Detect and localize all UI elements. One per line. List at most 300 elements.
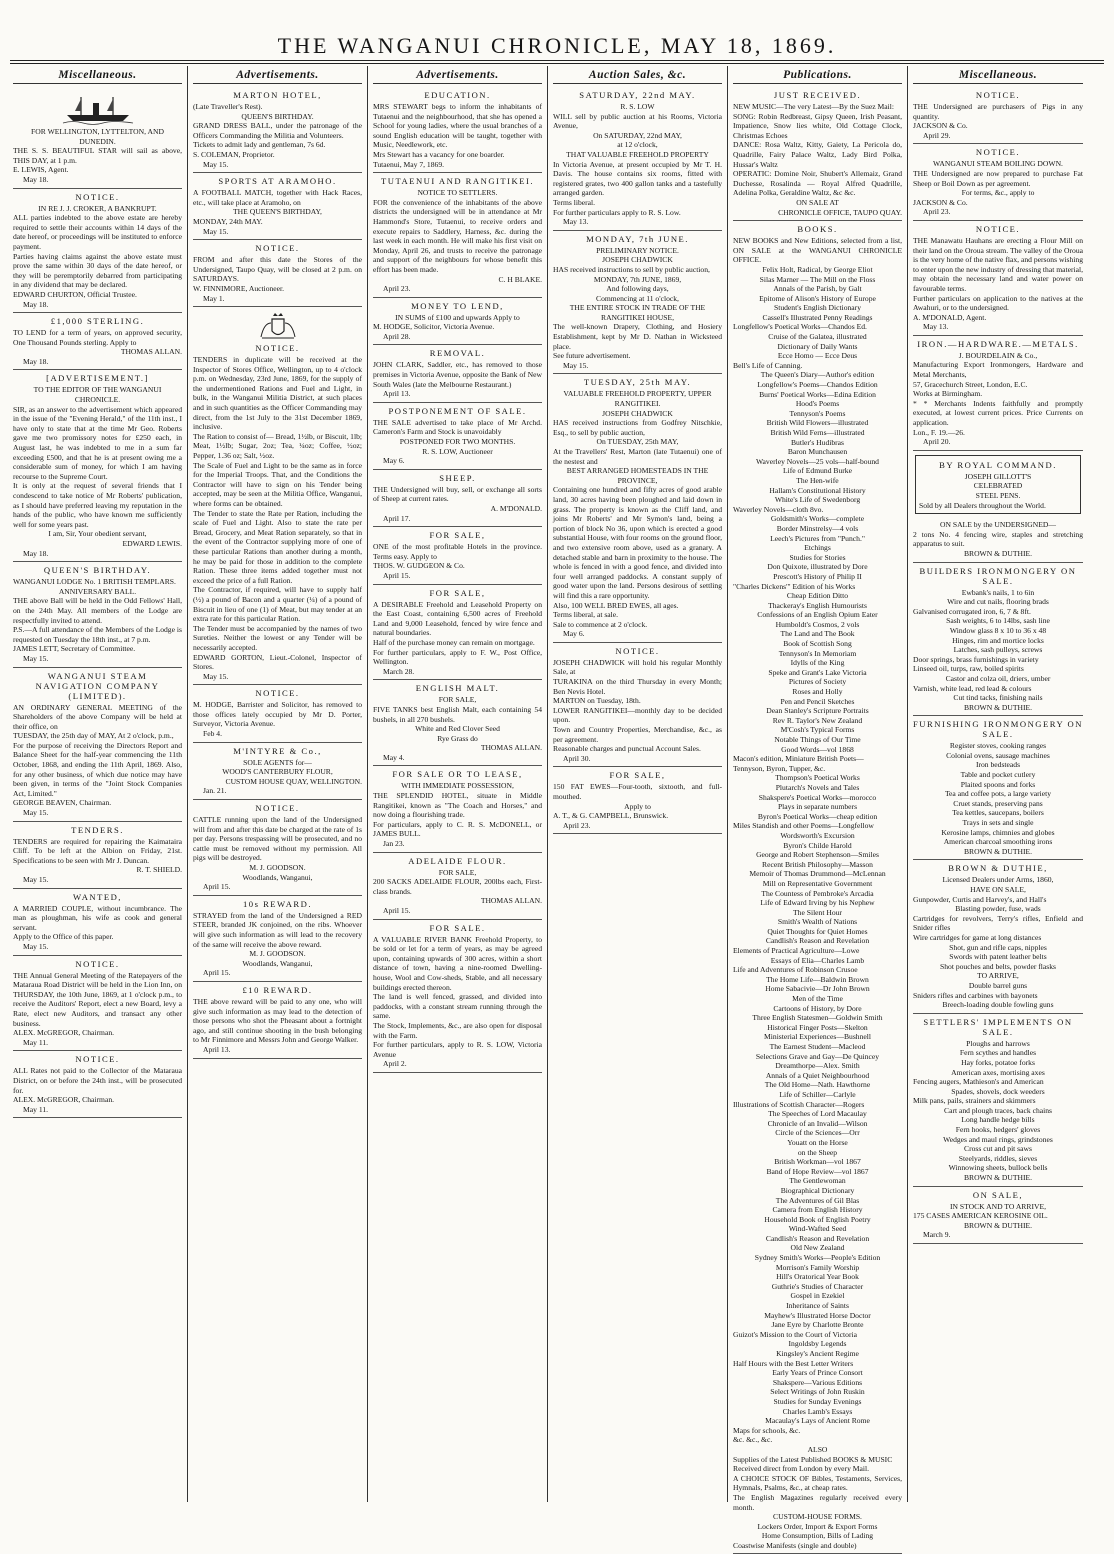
ad-text: A. M'DONALD, Agent. (913, 312, 987, 322)
ad-date: April 23. (383, 284, 411, 294)
column-2 (188, 66, 368, 1502)
ad-text: Hinges, rim and mortice locks (952, 635, 1044, 645)
ad-text: Life of Edmund Burke (783, 466, 852, 476)
ad-title: BOOKS. (797, 224, 838, 235)
ad-text: EDWARD LEWIS. (122, 538, 182, 548)
ad-text: ONE of the most profitable Hotels in the province. Terms easy. Apply to (373, 542, 542, 561)
ad-text: BEST ARRANGED HOMESTEADS IN THE PROVINCE, (566, 466, 709, 485)
ad-text: SOLE AGENTS for— (243, 757, 312, 767)
advertisement (13, 562, 182, 667)
ad-text: And following days, (606, 284, 669, 294)
ad-text: Idylls of the King (790, 658, 845, 668)
ad-text: TO THE EDITOR OF THE WANGANUI CHRONICLE. (33, 385, 162, 405)
ad-date: May 18. (23, 548, 49, 558)
ad-title: BY ROYAL COMMAND. (939, 459, 1057, 470)
ad-text: R. T. SHIELD. (136, 865, 182, 875)
ad-text: Window glass 8 x 10 to 36 x 48 (949, 625, 1047, 635)
ad-text: Selections Grave and Gay—De Quincey (755, 1051, 880, 1061)
ad-title: FURNISHING IRONMONGERY ON SALE. (913, 719, 1083, 740)
ad-text: Wordsworth's Excursion (780, 830, 855, 840)
ad-title: NOTICE. (975, 147, 1021, 158)
steamship-icon (63, 93, 133, 125)
ad-title: TENDERS. (71, 824, 124, 835)
ad-text: Hood's Poems (795, 399, 840, 409)
ad-text: Historical Finger Posts—Skelton (767, 1022, 868, 1032)
ad-text: The land is well fenced, grassed, and divided into paddocks, with a constant stream running through the same. (373, 992, 542, 1021)
ad-text: PRELIMINARY NOTICE. (596, 245, 679, 255)
ad-title: SETTLERS' IMPLEMENTS ON SALE. (923, 1016, 1073, 1037)
ad-text: Table and pocket cutlery (960, 770, 1036, 780)
ad-date: May 15. (23, 875, 49, 884)
ad-text: I am, Sir, Your obedient servant, (48, 529, 147, 539)
ad-date: May 15. (203, 226, 229, 236)
ad-text: THE S. S. BEAUTIFUL STAR will sail as above, THIS DAY, at 1 p.m. (13, 146, 182, 165)
ad-text: BROWN & DUTHIE. (963, 1220, 1033, 1230)
ad-text: ALEX. McGREGOR, Chairman. (13, 1028, 115, 1038)
ad-date: May 18. (23, 356, 49, 366)
advertisement (373, 527, 542, 584)
ad-text: Leech's Pictures from "Punch." (770, 533, 865, 543)
ad-text: CUSTOM HOUSE QUAY, WELLINGTON. (225, 776, 362, 786)
ad-text: Waverley Novels—cloth 8vo. (733, 504, 824, 514)
ad-text: Good Words—vol 1868 (781, 744, 854, 754)
ad-text: A FOOTBALL MATCH, together with Hack Races, etc., will take place at Aramoho, on (193, 188, 362, 207)
ad-date: April 15. (203, 882, 231, 892)
ad-text: BROWN & DUTHIE. (963, 1173, 1033, 1183)
ad-date: May 15. (23, 653, 49, 663)
ad-text: Silas Marner — The Mill on the Floss (759, 274, 876, 284)
ad-text: QUEEN'S BIRTHDAY. (241, 111, 314, 121)
ad-text: Felix Holt, Radical, by George Eliot (762, 264, 873, 274)
ad-text: FOR SALE, (438, 867, 477, 877)
ad-text: Galvanised corrugated iron, 6, 7 & 8ft. (913, 606, 1031, 616)
ad-text: Sale to commence at 2 o'clock. (553, 619, 648, 629)
ad-title: JUST RECEIVED. (773, 90, 862, 100)
ad-date: April 13. (383, 389, 411, 399)
ad-text: Household Book of English Poetry (764, 1214, 871, 1224)
ad-text: THOMAS ALLAN. (480, 743, 542, 753)
ad-text: The Queen's Diary—Author's edition (760, 370, 875, 380)
ad-text: Prescott's History of Philip II (773, 571, 862, 581)
ad-text: Breech-loading double fowling guns (942, 1000, 1054, 1010)
ad-text: Dreamthorpe—Alex. Smith (775, 1061, 860, 1071)
ad-text: HAVE ON SALE, (970, 885, 1026, 894)
ad-text: S. COLEMAN, Proprietor. (193, 149, 275, 159)
ad-text: THE ENTIRE STOCK IN TRADE OF THE RANGITIKEI HOUSE, (569, 303, 706, 322)
ad-text: Baron Munchausen (787, 447, 848, 457)
ad-text: 150 FAT EWES—Four-tooth, sixtooth, and full-mouthed. (553, 782, 722, 801)
ad-date: April 20. (923, 437, 951, 447)
ad-title: 10s REWARD. (242, 898, 313, 909)
ad-text: IN RE J. J. CROKER, A BANKRUPT. (38, 203, 157, 213)
advertisement (373, 766, 542, 852)
ad-text: Wire and cut nails, flooring brads (947, 597, 1049, 607)
ad-text: CHRONICLE OFFICE, TAUPO QUAY. (778, 207, 902, 217)
ad-title: NOTICE. (75, 191, 120, 202)
ad-text: M. HODGE, Barrister and Solicitor, has removed to those offices lately occupied by Mr D. Porter, Surveyor, Victoria Avenue. (193, 700, 362, 729)
ad-date: April 29. (923, 130, 951, 140)
advertisement (553, 374, 722, 642)
ad-text: Men of the Time (792, 994, 843, 1004)
column-5 (728, 66, 908, 1550)
ad-text: CELEBRATED (973, 481, 1023, 491)
ad-text: Apply to (624, 801, 651, 811)
ad-text: Dictionary of Daily Wants (777, 341, 858, 351)
ad-text: JOHN CLARK, Saddler, etc., has removed to those premises in Victoria Avenue, opposite the Bank of New South Wales (late the Melbourne Restaurant.) (373, 360, 542, 389)
ad-text: Miles Standish and other Poems—Longfellow (733, 821, 874, 831)
ad-date: May 15. (563, 360, 589, 370)
ad-title: TUESDAY, 25th MAY. (583, 377, 692, 388)
column-heading: Publications. (733, 66, 902, 84)
ad-text: Licensed Dealers under Arms, 1860, (942, 875, 1054, 885)
ad-text: Three English Statesmen—Goldwin Smith (752, 1013, 883, 1023)
advertisement (733, 221, 902, 1554)
ad-text: FIVE TANKS best English Malt, each containing 54 bushels, in all 270 bushels. (373, 704, 542, 724)
ad-text: In Victoria Avenue, at present occupied by Mr T. H. Davis. The house contains six rooms, fitted with registered grates, two 400 gallon tanks and a tastefully arranged garden. (553, 159, 722, 198)
ad-text: Cruise of the Galatea, illustrated (768, 332, 867, 342)
ad-text: Ploughs and harrows (966, 1038, 1030, 1048)
column-heading: Auction Sales, &c. (553, 66, 722, 84)
ad-text: Reasonable charges and punctual Account Sales. (553, 744, 701, 754)
advertisement (193, 982, 362, 1059)
ad-date: May 13. (563, 217, 589, 227)
ad-text: Castor and colza oil, driers, umber (945, 673, 1051, 683)
ad-text: Further particulars on application to the natives at the Awahuri, or to the undersigned. (913, 293, 1083, 313)
ad-text: George and Robert Stephenson—Smiles (756, 850, 879, 860)
ad-text: A VALUABLE RIVER BANK Freehold Property, to be sold or let for a term of years, as may be agreed upon, containing upwards of 300 acres, within a short distance of town, having a nine-roomed Dwelling-house, Wool and Cow-sheds, Stable, and all necessary buildings erected thereon. (373, 934, 542, 992)
advertisement (373, 853, 542, 920)
ad-text: Byron's Childe Harold (783, 840, 852, 850)
ad-title: ADELAIDE FLOUR. (408, 855, 507, 866)
ad-text: Gospel in Ezekiel (790, 1291, 845, 1301)
ad-text: R. S. LOW (620, 102, 655, 111)
ad-title: NOTICE. (75, 958, 120, 969)
ad-title: FOR SALE, (429, 587, 486, 598)
ad-title: SPORTS AT ARAMOHO. (218, 176, 337, 187)
ad-text: Byron's Poetical Works—cheap edition (757, 811, 878, 821)
ad-text: Also, 100 WELL BRED EWES, all ages. (553, 600, 679, 610)
ad-text: Pen and Pencil Sketches (780, 696, 855, 706)
ad-text: Student's English Dictionary (773, 303, 861, 313)
ad-text: FOR SALE, (438, 695, 477, 705)
ad-text: Cartoons of History, by Dore (773, 1003, 862, 1013)
ad-text: Guizot's Mission to the Court of Victoria (733, 1329, 857, 1339)
ad-title: SHEEP. (439, 472, 476, 483)
ad-text: Cheap Edition Ditto (786, 591, 849, 601)
ad-text: at 12 o'clock, (617, 140, 658, 150)
ad-text: OPERATIC: Domine Noir, Shubert's Allemaiz, Grand Duchesse, Rosalinda — Royal Alfred Quadrille, Adelina Polka, Geraldine Waltz, &c &c. (733, 169, 902, 198)
ad-text: Camera from English History (772, 1205, 863, 1215)
ad-text: Studies for Sunday Evenings (773, 1396, 862, 1406)
advertisement (193, 87, 362, 173)
ad-text: FOR WELLINGTON, LYTTELTON, AND DUNEDIN. (31, 127, 164, 146)
ad-text: Illustrations of Scottish Character—Rogers (733, 1099, 865, 1109)
advertisement (373, 298, 542, 346)
ad-title: NOTICE. (615, 645, 660, 656)
ad-text: (Late Traveller's Rest). (193, 102, 263, 111)
ad-text: Ecce Homo — Ecce Deus (777, 351, 858, 361)
advertisement (913, 518, 1083, 562)
ad-text: The Gentlewoman (789, 1176, 846, 1186)
ad-text: Commencing at 11 o'clock, (596, 293, 679, 303)
ad-text: THE Undersigned will buy, sell, or exchange all sorts of Sheep at current rates. (373, 484, 542, 504)
ad-text: Tickets to admit lady and gentleman, 7s 6d. (193, 140, 326, 150)
ad-date: May 6. (563, 629, 585, 639)
ad-text: ON SALE AT (796, 197, 839, 207)
ad-text: Colonial ovens, sausage machines (946, 750, 1050, 760)
ad-date: Jan 23. (383, 839, 405, 849)
ad-text: Don Quixote, illustrated by Dore (767, 562, 868, 572)
ad-text: Candlish's Reason and Revelation (765, 936, 870, 946)
ad-date: May 15. (203, 159, 229, 169)
ad-text: Wire cartridges for game at long distances (913, 932, 1042, 942)
ad-text: HAS received instructions from Godfrey Nitschkie, Esq., to sell by public auction, (553, 418, 722, 437)
ad-text: AN ORDINARY GENERAL MEETING of the Shareholders of the above Company will be held at their office, on (13, 702, 182, 731)
ad-title: FOR SALE, (429, 530, 486, 541)
ad-text: Supplies of the Latest Published BOOKS & MUSIC (733, 1454, 893, 1464)
ad-text: TENDERS are required for repairing the Kaimataira Cliff. To be left at the Albion on Friday, 21st. Specifications to be seen with Mr J. Duncan. (13, 836, 182, 865)
ad-text: WOOD'S CANTERBURY FLOUR, (222, 767, 333, 777)
ad-text: Ewbank's nails, 1 to 6in (961, 587, 1035, 597)
ad-date: Feb 4. (203, 729, 222, 739)
ad-text: BROWN & DUTHIE. (963, 846, 1033, 856)
ad-text: EDWARD CHURTON, Official Trustee. (13, 289, 137, 299)
ad-text: SIR, as an answer to the advertisement which appeared in the issue of the "Evening Herald," of the 11th inst., I have only to state that at the time Mr Geo. Roberts gave me two promissory notes for £250 each, in August last, he was indebted to me in a sum far exceeding £500, and that he is at present owing me a considerable sum of money, for which I am having recourse to the Supreme Court. (13, 404, 182, 481)
ad-text: For terms, &c., apply to (961, 188, 1035, 198)
ad-text: For particulars, apply to C. R. S. McDONELL, or JAMES BULL. (373, 819, 542, 839)
ad-text: Etchings (804, 543, 831, 553)
advertisement (915, 455, 1081, 514)
advertisement (13, 889, 182, 956)
ad-text: Plays in separate numbers (777, 802, 858, 812)
ad-text: Border Minstrelsy—4 vols (776, 523, 859, 533)
ad-text: Cruet stands, preserving pans (953, 798, 1043, 808)
ad-title: M'INTYRE & Co., (233, 745, 322, 756)
ad-text: Works at Birmingham. (913, 389, 983, 399)
ad-text: Tennyson's In Memoriam (778, 648, 857, 658)
ad-text: Containing one hundred and fifty acres of good arable land, 30 acres having been ploughed and laid down in grass. The property is known as the Cliff land, and joins Mr Roberts' and Mr Symon's land, being a portion of block No 36, upon which is erected a good substantial House, with four rooms on the ground floor, and two extensive room above, used as a granary. A detached stable and barn in proximity to the house. The whole is fenced in with a good fence, and divided into four well arranged paddocks. A constant supply of good water upon the land. Persons desirous of settling will find this a rare opportunity. (553, 485, 722, 600)
ad-text: Wedges and maul rings, grindstones (943, 1134, 1053, 1144)
column-heading: Miscellaneous. (13, 66, 182, 84)
ad-date: March 28. (383, 666, 415, 676)
ad-text: IN SUMS of £100 and upwards Apply to (395, 312, 520, 322)
ad-text: Annals of a Quiet Neighbourhood (765, 1070, 870, 1080)
ad-text: 200 SACKS ADELAIDE FLOUR, 200lbs each, First-class brands. (373, 877, 542, 896)
advertisement (553, 643, 722, 768)
ad-text: Town and Country Properties, Merchandise, &c., as per agreement. (553, 725, 722, 744)
ad-text: See future advertisement. (553, 351, 631, 361)
advertisement (13, 370, 182, 562)
ad-date: May 1. (203, 293, 225, 303)
advertisement (193, 896, 362, 982)
ad-text: P.S.—A full attendance of the Members of the Lodge is requested on Tuesday the 18th inst., at 7 p.m. (13, 625, 182, 644)
ad-text: THE QUEEN'S BIRTHDAY, (233, 207, 322, 217)
ad-text: W. FINNIMORE, Auctioneer. (193, 283, 285, 293)
ad-text: CUSTOM-HOUSE FORMS. (773, 1512, 862, 1522)
ad-text: For further particulars, apply to F. W., Post Office, Wellington. (373, 647, 542, 667)
ad-title: REMOVAL. (429, 348, 486, 359)
ad-text: Band of Hope Review—vol 1867 (766, 1166, 869, 1176)
ad-text: DANCE: Rosa Waltz, Kitty, Gaiety, La Pericola do, Quadrille, Fairy Palace Waltz, Lady Bird Polka, Hussar's Waltz (733, 140, 902, 169)
ad-text: Hill's Oratorical Year Book (776, 1272, 859, 1282)
ad-title: IRON.—HARDWARE.—METALS. (917, 338, 1079, 349)
ad-text: Speke and Grant's Lake Victoria (768, 667, 867, 677)
ad-date: May 11. (23, 1104, 49, 1114)
ad-text: Charles Lamb's Essays (782, 1406, 853, 1416)
ad-text: SONG: Robin Redbreast, Gipsy Queen, Irish Peasant, Impatience, Snow lies white, Old Cottage Clock, Christmas Echoes (733, 111, 902, 140)
ad-text: American axes, mortising axes (951, 1067, 1045, 1077)
ad-text: ALEX. McGREGOR, Chairman. (13, 1095, 115, 1105)
ad-text: Candlish's Reason and Revelation (765, 1233, 870, 1243)
ad-text: Latches, sash pulleys, screws (953, 645, 1043, 655)
ad-text: Life of Schiller—Carlyle (779, 1089, 856, 1099)
ad-text: THAT VALUABLE FREEHOLD PROPERTY (566, 149, 709, 159)
ad-text: Mrs Stewart has a vacancy for one boarder. (373, 149, 505, 159)
ad-text: Blasting powder, fuse, wads (955, 904, 1041, 914)
ad-text: Tennyson, Byron, Tupper, &c. (733, 763, 826, 773)
ad-text: THOMAS ALLAN. (480, 896, 542, 906)
ad-text: Life of Edward Irving by his Nephew (760, 898, 875, 908)
ad-text: For further particulars, apply to R. S. LOW, Victoria Avenue (373, 1040, 542, 1059)
advertisement (913, 336, 1083, 451)
ad-text: JOSEPH GILLOTT'S (964, 471, 1032, 481)
column-6 (908, 66, 1088, 1502)
ad-text: THOS. W. GUDGEON & Co. (373, 561, 465, 571)
ad-text: Burns' Poetical Works—Edina Edition (759, 389, 876, 399)
ad-text: Home Sabacivie—Dr John Brown (765, 984, 870, 994)
ad-text: ALL Rates not paid to the Collector of the Mataraua District, on or before the 24th inst., will be prosecuted for. (13, 1066, 182, 1095)
ad-text: The Contractor, if required, will have to supply half (½) a pound of Bacon and a quarter (¼) of a pound of Biscuit in lieu of one (1) of Meat, but may tender at an extra rate for this particular Ration. (193, 585, 362, 624)
ad-text: M. J. GOODSON. (249, 949, 306, 959)
ad-text: Terms liberal. (553, 197, 596, 207)
ad-date: May 4. (383, 752, 405, 762)
ad-title: NOTICE. (255, 243, 300, 254)
ad-text: Essays of Elia—Charles Lamb (770, 955, 865, 965)
ad-text: A. M'DONALD. (490, 504, 542, 513)
ad-text: THE above Ball will be held in the Odd Fellows' Hall, on the 24th May. All members of the Lodge are respectfully invited to attend. (13, 596, 182, 625)
ad-text: Lon., F. 19.—26. (913, 427, 965, 437)
ad-text: C. H BLAKE. (498, 274, 542, 284)
ad-text: THE above reward will be paid to any one, who will give such information as may lead to the detection of those persons who shot the Pheasant about a fortnight ago, and still continue shooting in the bush belonging to Mr Finnimore and Messrs John and George Walker. (193, 996, 362, 1045)
ad-text: Dean Stanley's Scripture Portraits (766, 706, 869, 716)
advertisement (373, 345, 542, 402)
ad-title: QUEEN'S BIRTHDAY. (43, 565, 152, 576)
ad-date: April 2. (383, 1059, 407, 1069)
ad-text: Long handle hedge bills (961, 1115, 1035, 1125)
advertisement (553, 87, 722, 231)
ad-text: A DESIRABLE Freehold and Leasehold Property on the East Coast, containing 6,500 acres of Freehold Land and 9,000 Leasehold, fenced by wire fence and natural boundaries. (373, 599, 542, 638)
ad-text: THE Undersigned are purchasers of Pigs in any quantity. (913, 102, 1083, 121)
ad-text: Plaited spoons and forks (960, 779, 1036, 789)
ad-text: JACKSON & Co. (913, 121, 968, 131)
ad-text: British Workman—vol 1867 (774, 1157, 861, 1167)
ad-text: Spades, shovels, dock weeders (951, 1086, 1045, 1096)
ad-text: Notable Things of Our Time (774, 735, 861, 744)
ad-text: The Tender must be accompanied by the names of two Sureties. Neither the lowest or any Tender will be necessarily accepted. (193, 623, 362, 652)
royal-crest-icon (258, 311, 298, 341)
advertisement (193, 743, 362, 800)
ad-title: WANTED, (73, 891, 122, 902)
ad-text: Cartridges for revolvers, Terry's rifles, Enfield and Snider rifles (913, 913, 1083, 933)
ad-text: Mill on Representative Government (762, 878, 873, 888)
advertisement (373, 470, 542, 527)
ad-text: TO ARRIVE, (977, 971, 1019, 981)
ad-date: May 13. (923, 322, 949, 332)
advertisement (13, 87, 182, 189)
column-4 (548, 66, 728, 1502)
ad-date: April 28. (383, 331, 411, 341)
advertisement (193, 173, 362, 240)
ad-text: M'Cosh's Typical Forms (780, 725, 855, 735)
ad-text: BROWN & DUTHIE. (963, 548, 1033, 558)
ad-text: JOSEPH CHADWICK (602, 408, 673, 418)
ad-text: Woodlands, Wanganui, (242, 958, 313, 968)
ad-text: R. S. LOW, Auctioneer (422, 446, 493, 456)
ad-text: Iron bedsteads (975, 760, 1021, 770)
ad-date: April 15. (203, 968, 231, 978)
ad-title: [ADVERTISEMENT.] (46, 373, 149, 384)
ad-text: The well-known Drapery, Clothing, and Hosiery Establishment, kept by Mr D. Nathan in Wicksteed place. (553, 322, 722, 351)
ad-text: Annals of the Parish, by Galt (773, 284, 862, 294)
ad-text: 57, Gracechurch Street, London, E.C. (913, 379, 1028, 389)
ad-title: SATURDAY, 22nd MAY. (579, 90, 696, 100)
ad-title: BROWN & DUTHIE, (948, 863, 1048, 874)
advertisement (13, 956, 182, 1052)
ad-title: NOTICE. (975, 223, 1021, 234)
ad-text: STRAYED from the land of the Undersigned a RED STEER, branded JK conjoined, on the ribs. Whoever will give such information as will lead to the recovery of the same will receive the above reward. (193, 910, 362, 949)
ad-text: On TUESDAY, 25th MAY, (596, 437, 679, 447)
ad-text: THOMAS ALLAN. (120, 347, 182, 357)
advertisement (193, 240, 362, 307)
ad-text: JACKSON & Co. (913, 197, 968, 207)
ad-text: Longfellow's Poems—Chandos Edition (757, 380, 878, 390)
ad-text: Milk pans, pails, strainers and skimmers (913, 1096, 1036, 1106)
ad-text: 175 CASES AMERICAN KEROSINE OIL. (913, 1211, 1048, 1221)
ad-title: NOTICE. (975, 90, 1021, 100)
advertisement (913, 860, 1083, 1013)
ad-text: ALL parties indebted to the above estate are hereby required to settle their accounts within 14 days of the date hereof, or proceedings will be instituted to enforce payment. (13, 213, 182, 251)
ad-text: Chronicle of an Invalid—Wilson (767, 1118, 868, 1128)
ad-text: Waverley Novels—25 vols—half-bound (756, 456, 879, 466)
ad-date: May 15. (23, 941, 49, 951)
ad-text: Hay forks, potatoe forks (961, 1057, 1035, 1067)
ad-text: Butler's Hudibras (790, 437, 845, 447)
ad-text: * * Merchants Indents faithfully and promptly executed, at lowest current prices. Price Currents on application. (913, 398, 1083, 428)
ad-text: Half Hours with the Best Letter Writers (733, 1358, 854, 1368)
ad-text: 2 tons No. 4 fencing wire, staples and stretching apparatus to suit. (913, 529, 1083, 549)
advertisement (193, 685, 362, 742)
ad-text: Ministerial Experiences—Bushnell (764, 1032, 871, 1042)
advertisement (13, 822, 182, 889)
ad-text: Jane Eyre by Charlotte Bronte (771, 1320, 864, 1330)
ad-text: TENDERS in duplicate will be received at the Inspector of Stores Office, Wellington, up to 4 o'clock p.m. on Wednesday, 23rd June, 1869, for the supply of the undermentioned Rations and Fuel and Light, in bulk, in the Wanganui Militia District, at such places and in such quantities as the Officer Commanding may direct, from the 1st July to the 31st December 1869, inclusive. (193, 355, 362, 432)
column-heading: Advertisements. (193, 66, 362, 84)
ad-text: Tea and coffee pots, a large variety (944, 789, 1052, 799)
ad-text: WILL sell by public auction at his Rooms, Victoria Avenue, (553, 111, 722, 131)
ad-text: The Adventures of Gil Blas (775, 1195, 860, 1205)
ad-text: Woodlands, Wanganui, (242, 872, 313, 882)
ad-text: Plutarch's Novels and Tales (775, 782, 860, 792)
ad-title: NOTICE. (255, 803, 300, 814)
ad-text: Kingsley's Ancient Regime (776, 1349, 859, 1358)
ad-title: NOTICE. (75, 1054, 120, 1065)
ad-title: MONDAY, 7th JUNE. (586, 233, 689, 244)
ad-text: Hallam's Constitutional History (769, 485, 866, 495)
advertisement (913, 1014, 1083, 1187)
ad-date: Jan. 21. (203, 786, 227, 796)
ad-text: NEW MUSIC—The very Latest—By the Suez Mail: (733, 102, 894, 111)
ad-text: Early Years of Prince Consort (772, 1368, 863, 1378)
